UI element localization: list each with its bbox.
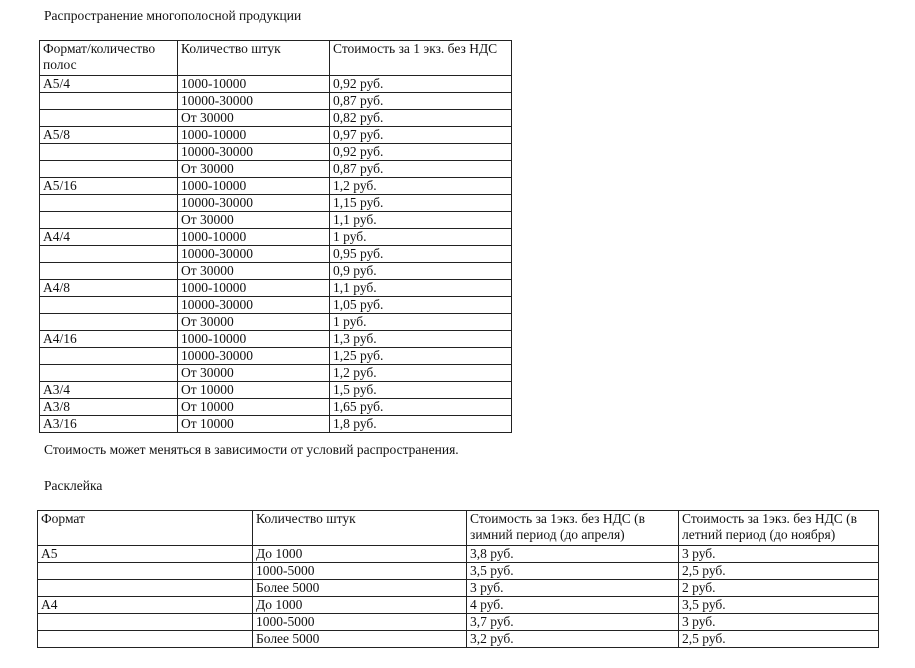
- format-cell: [40, 314, 178, 331]
- section-title-posting: Расклейка: [44, 478, 103, 493]
- column-header-winter-price: Стоимость за 1экз. без НДС (в зимний период (до апреля): [467, 511, 679, 546]
- price-cell: 1,5 руб.: [330, 382, 512, 399]
- winter-price-cell: 3,5 руб.: [467, 563, 679, 580]
- price-note: Стоимость может меняться в зависимости от условий распространения.: [44, 442, 459, 457]
- quantity-cell: От 30000: [178, 161, 330, 178]
- price-cell: 1,2 руб.: [330, 365, 512, 382]
- table-row: [40, 93, 512, 110]
- price-cell: 0,9 руб.: [330, 263, 512, 280]
- format-cell: А5/8: [40, 127, 178, 144]
- price-cell: 0,92 руб.: [330, 144, 512, 161]
- table-row: [40, 178, 512, 195]
- price-cell: 0,82 руб.: [330, 110, 512, 127]
- format-cell: [40, 110, 178, 127]
- price-cell: 1 руб.: [330, 229, 512, 246]
- table-row: [40, 399, 512, 416]
- winter-price-cell: 3,7 руб.: [467, 614, 679, 631]
- quantity-cell: От 10000: [178, 382, 330, 399]
- table-row: [40, 76, 512, 93]
- format-cell: А5: [38, 546, 253, 563]
- table-row: [38, 597, 879, 614]
- quantity-cell: От 30000: [178, 263, 330, 280]
- format-cell: [40, 297, 178, 314]
- quantity-cell: 10000-30000: [178, 348, 330, 365]
- table-row: [40, 416, 512, 433]
- summer-price-cell: 2,5 руб.: [679, 631, 879, 648]
- column-header-price: Стоимость за 1 экз. без НДС: [330, 41, 512, 76]
- column-header-summer-price: Стоимость за 1экз. без НДС (в летний период (до ноября): [679, 511, 879, 546]
- quantity-cell: 1000-5000: [253, 563, 467, 580]
- price-cell: 1,1 руб.: [330, 212, 512, 229]
- summer-price-cell: 3,5 руб.: [679, 597, 879, 614]
- price-cell: 0,97 руб.: [330, 127, 512, 144]
- price-cell: 1,3 руб.: [330, 331, 512, 348]
- format-cell: А4/16: [40, 331, 178, 348]
- table-row: [40, 382, 512, 399]
- quantity-cell: 1000-10000: [178, 280, 330, 297]
- table-row: [40, 161, 512, 178]
- format-cell: [40, 93, 178, 110]
- quantity-cell: 10000-30000: [178, 195, 330, 212]
- table-row: [40, 127, 512, 144]
- price-cell: 0,87 руб.: [330, 93, 512, 110]
- posting-price-table: [37, 510, 879, 648]
- table-row: [40, 297, 512, 314]
- price-cell: 0,87 руб.: [330, 161, 512, 178]
- quantity-cell: 10000-30000: [178, 246, 330, 263]
- table-row: [38, 614, 879, 631]
- quantity-cell: 1000-10000: [178, 229, 330, 246]
- quantity-cell: От 30000: [178, 314, 330, 331]
- quantity-cell: 1000-10000: [178, 178, 330, 195]
- format-cell: А4/4: [40, 229, 178, 246]
- table-row: [40, 280, 512, 297]
- format-cell: [40, 348, 178, 365]
- price-cell: 1 руб.: [330, 314, 512, 331]
- format-cell: [40, 365, 178, 382]
- table-row: [40, 331, 512, 348]
- quantity-cell: Более 5000: [253, 631, 467, 648]
- summer-price-cell: 3 руб.: [679, 546, 879, 563]
- table-row: [40, 314, 512, 331]
- column-header-quantity: Количество штук: [178, 41, 330, 76]
- quantity-cell: От 30000: [178, 365, 330, 382]
- quantity-cell: 10000-30000: [178, 93, 330, 110]
- price-cell: 1,2 руб.: [330, 178, 512, 195]
- quantity-cell: До 1000: [253, 546, 467, 563]
- format-cell: А3/8: [40, 399, 178, 416]
- table-row: [38, 546, 879, 563]
- table-row: [38, 563, 879, 580]
- format-cell: [40, 161, 178, 178]
- price-cell: 1,1 руб.: [330, 280, 512, 297]
- format-cell: [40, 246, 178, 263]
- quantity-cell: 10000-30000: [178, 297, 330, 314]
- price-cell: 1,15 руб.: [330, 195, 512, 212]
- format-cell: [40, 263, 178, 280]
- format-cell: [40, 212, 178, 229]
- format-cell: А5/4: [40, 76, 178, 93]
- table-row: [40, 365, 512, 382]
- table-row: [40, 229, 512, 246]
- quantity-cell: От 30000: [178, 110, 330, 127]
- summer-price-cell: 2 руб.: [679, 580, 879, 597]
- distribution-price-table: [39, 40, 512, 433]
- price-cell: 1,05 руб.: [330, 297, 512, 314]
- winter-price-cell: 3,8 руб.: [467, 546, 679, 563]
- quantity-cell: От 10000: [178, 416, 330, 433]
- column-header-format: Формат/количество полос: [40, 41, 178, 76]
- format-cell: А3/4: [40, 382, 178, 399]
- quantity-cell: 1000-10000: [178, 127, 330, 144]
- column-header-quantity: Количество штук: [253, 511, 467, 546]
- table-row: [40, 263, 512, 280]
- quantity-cell: От 10000: [178, 399, 330, 416]
- winter-price-cell: 4 руб.: [467, 597, 679, 614]
- table-row: [38, 580, 879, 597]
- table-row: [40, 195, 512, 212]
- format-cell: А4/8: [40, 280, 178, 297]
- table-row: [40, 212, 512, 229]
- format-cell: А3/16: [40, 416, 178, 433]
- quantity-cell: От 30000: [178, 212, 330, 229]
- format-cell: [40, 144, 178, 161]
- winter-price-cell: 3,2 руб.: [467, 631, 679, 648]
- price-cell: 0,92 руб.: [330, 76, 512, 93]
- format-cell: [38, 631, 253, 648]
- summer-price-cell: 2,5 руб.: [679, 563, 879, 580]
- section-title-distribution: Распространение многополосной продукции: [44, 8, 302, 23]
- table-row: [38, 631, 879, 648]
- table-row: [40, 348, 512, 365]
- table-header-row: [38, 511, 879, 546]
- table-row: [40, 246, 512, 263]
- column-header-format: Формат: [38, 511, 253, 546]
- price-cell: 0,95 руб.: [330, 246, 512, 263]
- table-row: [40, 144, 512, 161]
- table-row: [40, 110, 512, 127]
- quantity-cell: 1000-10000: [178, 331, 330, 348]
- price-cell: 1,25 руб.: [330, 348, 512, 365]
- quantity-cell: Более 5000: [253, 580, 467, 597]
- winter-price-cell: 3 руб.: [467, 580, 679, 597]
- quantity-cell: 10000-30000: [178, 144, 330, 161]
- format-cell: А4: [38, 597, 253, 614]
- table-header-row: [40, 41, 512, 76]
- format-cell: [38, 580, 253, 597]
- quantity-cell: 1000-5000: [253, 614, 467, 631]
- summer-price-cell: 3 руб.: [679, 614, 879, 631]
- format-cell: [40, 195, 178, 212]
- quantity-cell: 1000-10000: [178, 76, 330, 93]
- format-cell: [38, 563, 253, 580]
- format-cell: [38, 614, 253, 631]
- price-cell: 1,65 руб.: [330, 399, 512, 416]
- quantity-cell: До 1000: [253, 597, 467, 614]
- format-cell: А5/16: [40, 178, 178, 195]
- price-cell: 1,8 руб.: [330, 416, 512, 433]
